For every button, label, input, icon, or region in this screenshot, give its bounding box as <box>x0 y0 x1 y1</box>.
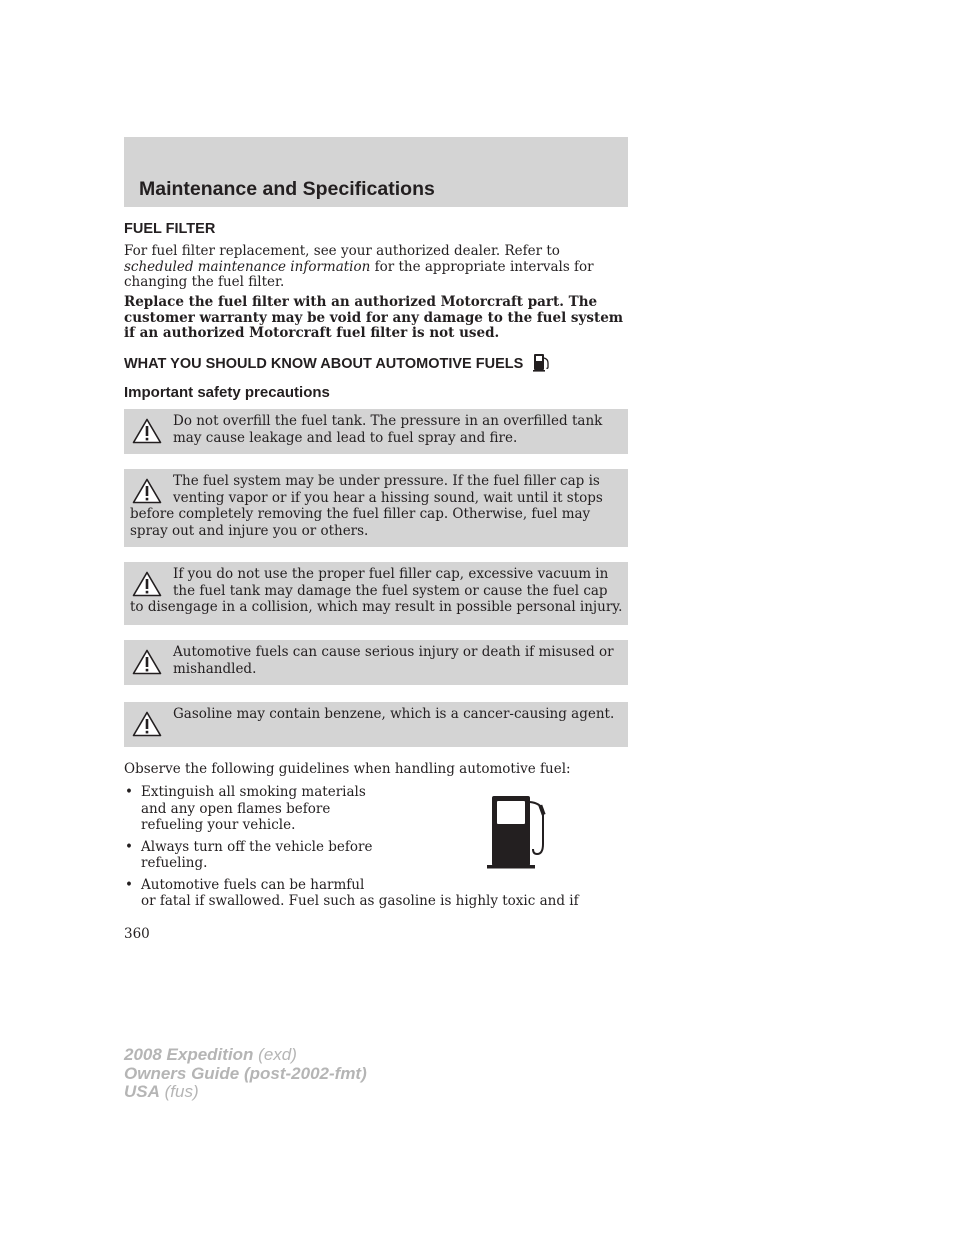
warning-box-pressure: The fuel system may be under pressure. If the fuel filler cap is venting vapor or if you hear a hissing sound, wait until it stops before completely removing the fuel filler cap. Otherwise, fuel may spray out and injure you or others. <box>124 469 628 547</box>
guidelines-list <box>124 784 624 915</box>
scheduled-maintenance-reference: scheduled maintenance information <box>124 258 371 275</box>
fuel-pump-illustration <box>486 794 548 870</box>
list-item: • Automotive fuels can be harmful or fatal if swallowed. Fuel such as gasoline is highly toxic and if <box>125 876 579 909</box>
fuel-filter-heading: FUEL FILTER <box>124 221 216 237</box>
warning-box-filler-cap: If you do not use the proper fuel filler cap, excessive vacuum in the fuel tank may damage the fuel system or cause the fuel cap to disengage in a collision, which may result in possible personal injury. <box>124 562 628 625</box>
intro-line-1: For fuel filter replacement, see your authorized dealer. Refer to <box>124 243 560 259</box>
automotive-fuels-heading: WHAT YOU SHOULD KNOW ABOUT AUTOMOTIVE FUELS <box>124 353 550 372</box>
intro-line-3: changing the fuel filter. <box>124 274 285 290</box>
warning-box-benzene: Gasoline may contain benzene, which is a cancer-causing agent. <box>124 702 628 747</box>
page-number: 360 <box>124 926 150 942</box>
section-header-band <box>124 137 628 207</box>
intro-line-2: scheduled maintenance information for the appropriate intervals for <box>124 258 594 275</box>
guidelines-intro: Observe the following guidelines when handling automotive fuel: <box>124 761 571 777</box>
fuel-filter-intro <box>124 244 630 291</box>
safety-precautions-subheading: Important safety precautions <box>124 384 330 401</box>
list-item: • Extinguish all smoking materials and any open flames before refueling your vehicle. <box>125 784 366 833</box>
document-footer: 2008 Expedition (exd) Owners Guide (post-2002-fmt) USA (fus) <box>124 1045 367 1101</box>
warning-box-misuse: Automotive fuels can cause serious injury or death if misused or mishandled. <box>124 640 628 685</box>
warning-box-overfill: Do not overfill the fuel tank. The pressure in an overfilled tank may cause leakage and lead to fuel spray and fire. <box>124 409 628 454</box>
fuel-filter-warranty-note: Replace the fuel filter with an authorized Motorcraft part. The customer warranty may be void for any damage to the fuel system if an authorized Motorcraft fuel filter is not used. <box>124 294 624 341</box>
fuel-pump-icon <box>533 353 550 372</box>
list-item: • Always turn off the vehicle before refueling. <box>125 838 373 871</box>
section-title: Maintenance and Specifications <box>139 178 435 200</box>
